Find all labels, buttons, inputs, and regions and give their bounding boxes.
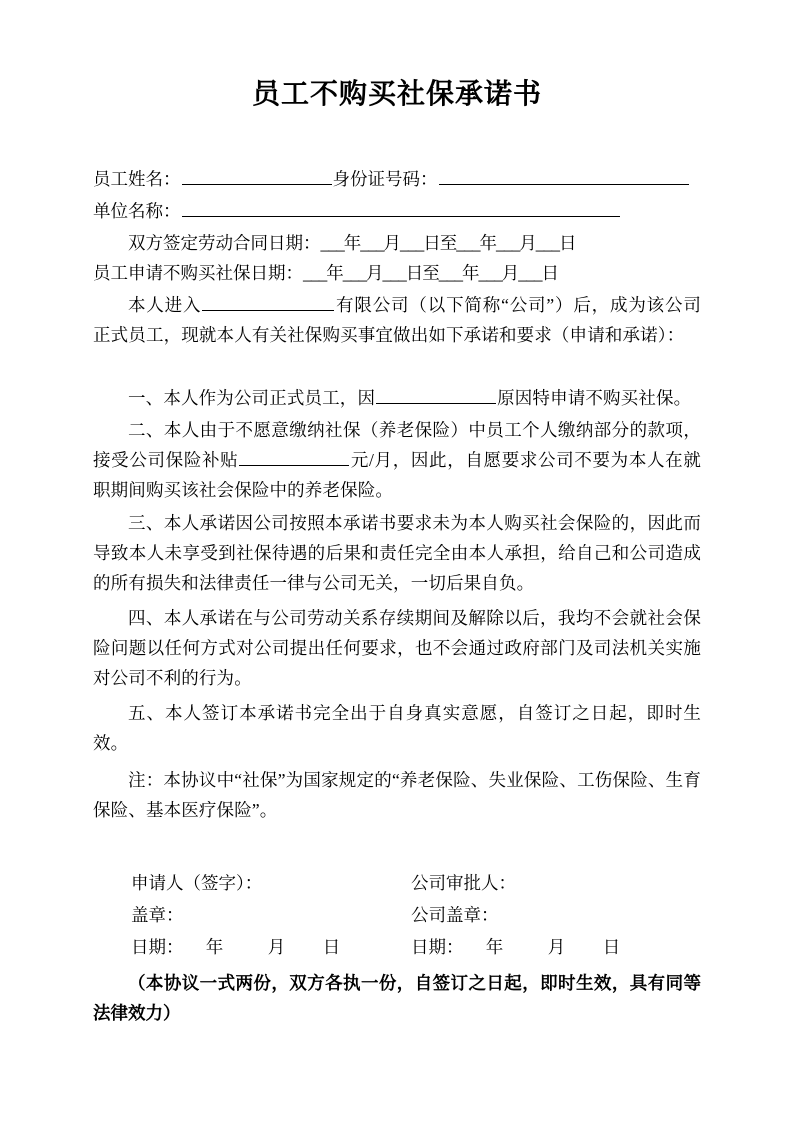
signature-row-seals [93, 900, 701, 930]
clause-3 [93, 508, 701, 598]
clause-4 [93, 603, 701, 693]
applicant-date-label: 日期： [131, 937, 184, 957]
applicant-signature-label: 申请人（签字）： [131, 873, 263, 893]
applicant-date-month[interactable]: 月 [267, 937, 286, 957]
contract-date-blanks[interactable]: ___年___月___日至___年___月___日 [320, 233, 576, 253]
company-date-month[interactable]: 月 [547, 937, 566, 957]
applicant-date-year[interactable]: 年 [205, 937, 224, 957]
contract-date-line [93, 228, 576, 258]
clause-1-part1: 本人作为公司正式员工，因 [163, 388, 376, 408]
applicant-seal-label: 盖章： [131, 905, 184, 925]
clause-2-part2: 元/月，因此，自愿要求公司不要为本人在就职期间购买该社会保险中的养老保险。 [93, 450, 701, 500]
signature-block [93, 868, 701, 968]
id-number-input[interactable] [439, 167, 689, 186]
clause-3-text: 本人承诺因公司按照本承诺书要求未为本人购买社会保险的，因此而导致本人未享受到社保待遇的后果和责任完全由本人承担，给自己和公司造成的所有损失和法律责任一律与公司无关，一切后果自负。 [93, 513, 701, 593]
application-date-line [93, 258, 558, 288]
clause-3-number: 三、 [128, 513, 164, 533]
field-row-unit-name [93, 196, 701, 226]
clause-2-part1: 本人由于不愿意缴纳社保（养老保险）中员工个人缴纳部分的款项，接受公司保险补贴 [93, 420, 701, 470]
contract-date-label: 双方签定劳动合同日期： [128, 233, 321, 253]
preamble-part1: 本人进入 [128, 295, 202, 315]
employee-name-label: 员工姓名： [93, 169, 181, 189]
employee-name-input[interactable] [182, 167, 332, 186]
company-date-day[interactable]: 日 [602, 937, 621, 957]
unit-name-label: 单位名称： [93, 201, 181, 221]
signature-row-names [93, 868, 701, 898]
applicant-date-group [131, 932, 356, 962]
company-name-input[interactable] [202, 293, 334, 312]
unit-name-input[interactable] [182, 199, 620, 218]
company-date-label: 日期： [411, 937, 464, 957]
page-title: 员工不购买社保承诺书 [251, 78, 542, 109]
clause-4-text: 本人承诺在与公司劳动关系存续期间及解除以后，我均不会就社会保险问题以任何方式对公司提出任何要求，也不会通过政府部门及司法机关实施对公司不利的行为。 [93, 608, 701, 688]
field-row-name-id [93, 164, 701, 194]
clause-5-number: 五、 [128, 703, 166, 723]
approver-label: 公司审批人： [411, 873, 516, 893]
clause-2-subsidy-input[interactable] [239, 448, 349, 467]
company-date-year[interactable]: 年 [485, 937, 504, 957]
clause-1-reason-input[interactable] [376, 386, 496, 405]
clause-1 [93, 383, 701, 413]
signature-row-dates [93, 932, 701, 962]
application-date-label: 员工申请不购买社保日期： [93, 263, 303, 283]
preamble-paragraph [93, 290, 701, 350]
clause-1-number: 一、 [128, 388, 164, 408]
clause-5 [93, 698, 701, 758]
company-date-group [411, 932, 636, 962]
application-date-blanks[interactable]: ___年___月___日至___年___月___日 [303, 263, 558, 283]
clause-5-text: 本人签订本承诺书完全出于自身真实意愿，自签订之日起，即时生效。 [93, 703, 701, 753]
clause-2-number: 二、 [128, 420, 164, 440]
applicant-date-day[interactable]: 日 [322, 937, 341, 957]
clause-1-part2: 原因特申请不购买社保。 [497, 388, 692, 408]
note-paragraph: 注：本协议中“社保”为国家规定的“养老保险、失业保险、工伤保险、生育保险、基本医疗保险”。 [93, 770, 701, 820]
clause-4-number: 四、 [128, 608, 164, 628]
preamble-part2: 有限公司（以下简称“公司”）后，成为该公司正式员工，现就本人有关社保购买事宜做出如下承诺和要求（申请和承诺）： [93, 295, 701, 345]
company-seal-label: 公司盖章： [411, 905, 499, 925]
clause-2 [93, 415, 701, 505]
id-number-label: 身份证号码： [332, 169, 438, 189]
footer-note: （本协议一式两份，双方各执一份，自签订之日起，即时生效，具有同等法律效力） [93, 973, 701, 1023]
